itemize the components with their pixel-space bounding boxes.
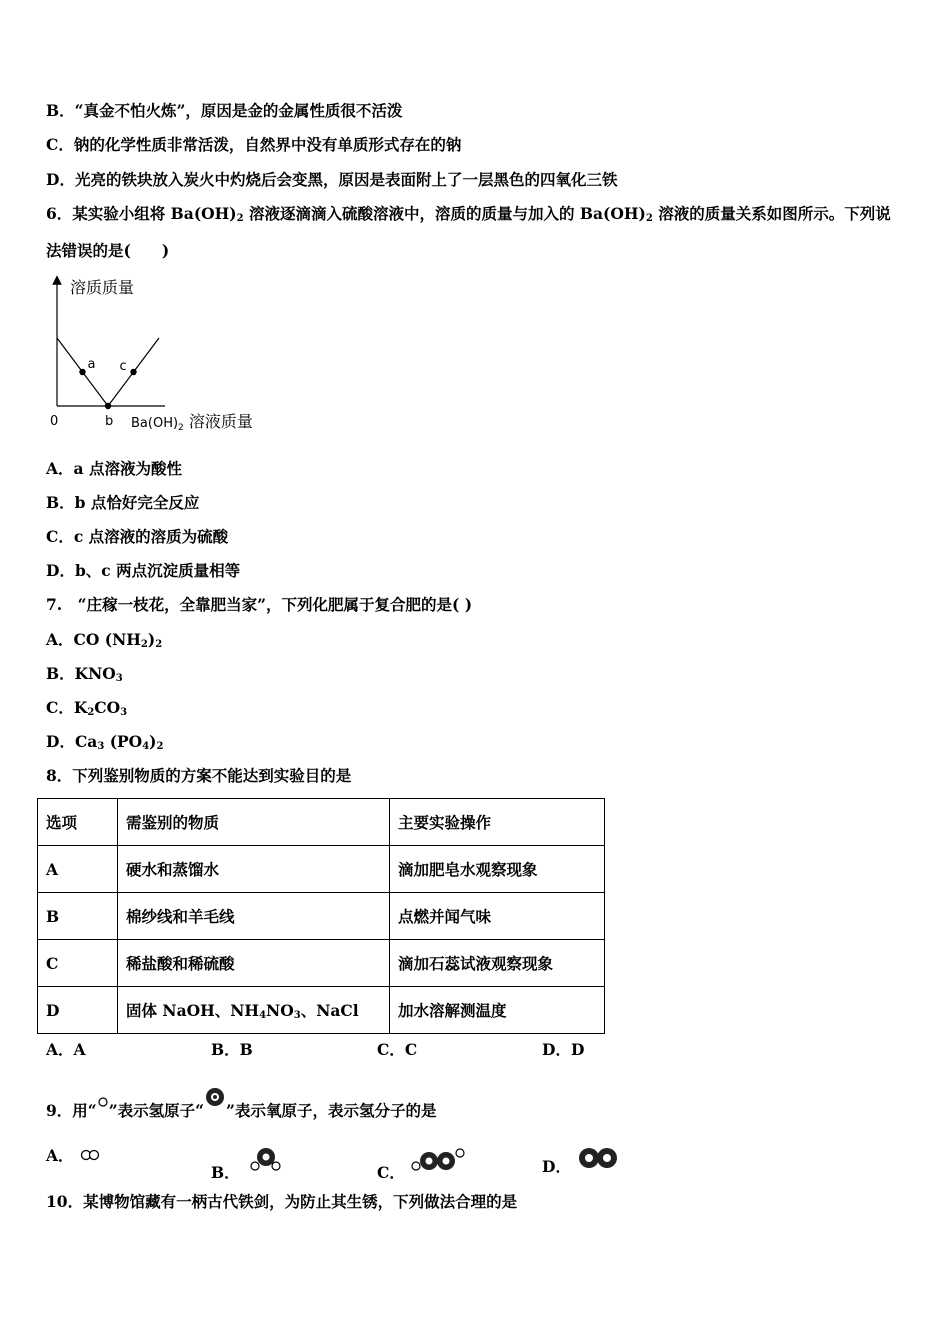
q6-option-d: D．b、c 两点沉淀质量相等 <box>46 561 241 580</box>
q6-stem-sub2: 2 <box>645 213 653 224</box>
q6-stem-sub1: 2 <box>236 213 244 224</box>
q5-option-b: B．“真金不怕火炼”，原因是金的金属性质很不活泼 <box>46 101 403 120</box>
q6-option-b: B．b 点恰好完全反应 <box>46 493 200 512</box>
q9-stem-part1: 9．用“ <box>46 1101 97 1120</box>
q7-option-d <box>46 732 163 757</box>
q7-option-c <box>46 698 127 723</box>
q7-d-sub3: 2 <box>156 741 164 752</box>
q6-stem-line2: 法错误的是( ) <box>46 241 170 260</box>
table-cell <box>118 987 390 1034</box>
q8-stem: 8．下列鉴别物质的方案不能达到实验目的是 <box>46 766 352 785</box>
q7-c-text: C．K <box>46 698 88 717</box>
q5-option-d: D．光亮的铁块放入炭火中灼烧后会变黑，原因是表面附上了一层黑色的四氧化三铁 <box>46 170 618 189</box>
q9-option-c <box>377 1146 470 1183</box>
q7-option-a <box>46 630 162 655</box>
table-row <box>38 893 605 940</box>
q8-answer-d: D．D <box>542 1040 585 1059</box>
q7-c-text2: CO <box>94 698 121 717</box>
q6-option-c: C．c 点溶液的溶质为硫酸 <box>46 527 229 546</box>
row-d-sub: 4 <box>259 1010 267 1021</box>
q9-option-d-label: D． <box>542 1157 571 1176</box>
q9-option-c-label: C． <box>377 1163 405 1182</box>
oxygen-molecule-icon <box>576 1146 620 1170</box>
q6-chart <box>40 270 280 440</box>
table-header-cell: 主要实验操作 <box>390 799 605 846</box>
row-d-sub2: 3 <box>293 1010 301 1021</box>
q9-stem-part3: ”表示氧原子，表示氢分子的是 <box>226 1101 437 1120</box>
table-cell: D <box>38 987 118 1034</box>
data-point-label-a: a <box>87 357 96 372</box>
q8-answer-c: C．C <box>377 1040 418 1059</box>
q9-option-b-label: B． <box>211 1163 240 1182</box>
x-axis-label <box>131 412 253 433</box>
table-cell: C <box>38 940 118 987</box>
oxygen-atom-icon <box>204 1086 226 1108</box>
data-point-b <box>105 403 111 409</box>
q6-option-a: A．a 点溶液为酸性 <box>46 459 182 478</box>
hydrogen-atom-icon <box>97 1096 109 1110</box>
q6-stem-part2: 溶液逐滴滴入硫酸溶液中，溶质的质量与加入的 Ba(OH) <box>243 204 646 223</box>
q6-stem-part1: 6．某实验小组将 Ba(OH) <box>46 204 237 223</box>
origin-label: 0 <box>50 414 59 429</box>
q9-option-d <box>542 1146 620 1177</box>
x-axis-label-sub: 2 <box>178 423 184 433</box>
q7-d-text: D．Ca <box>46 732 98 751</box>
two-hydrogen-atoms-icon <box>79 1148 103 1162</box>
q7-b-sub: 3 <box>115 673 123 684</box>
table-header-cell: 选项 <box>38 799 118 846</box>
q8-table <box>37 798 605 1034</box>
series-line <box>57 338 159 406</box>
table-cell: 稀盐酸和稀硫酸 <box>118 940 390 987</box>
data-point-label-b: b <box>105 414 114 429</box>
q10-stem: 10．某博物馆藏有一柄古代铁剑，为防止其生锈，下列做法合理的是 <box>46 1192 518 1211</box>
q6-stem <box>46 204 891 229</box>
row-d-text: 固体 NaOH、NH <box>126 1001 260 1020</box>
q7-a-sub: 2 <box>140 639 148 650</box>
table-cell: 滴加石蕊试液观察现象 <box>390 940 605 987</box>
q9-stem-part2: ”表示氢原子“ <box>108 1101 205 1120</box>
q8-answer-b: B．B <box>211 1040 253 1059</box>
table-cell: A <box>38 846 118 893</box>
q7-d-sub: 3 <box>97 741 105 752</box>
table-cell: 滴加肥皂水观察现象 <box>390 846 605 893</box>
q7-d-text3: ) <box>149 732 157 751</box>
row-d-text3: 、NaCl <box>300 1001 359 1020</box>
data-point-label-c: c <box>119 359 127 374</box>
row-d-text2: NO <box>266 1001 294 1020</box>
q7-a-text: A．CO (NH <box>46 630 141 649</box>
q7-a-sub2: 2 <box>155 639 163 650</box>
table-header-row <box>38 799 605 846</box>
table-header-cell: 需鉴别的物质 <box>118 799 390 846</box>
q7-option-b <box>46 664 123 689</box>
table-row <box>38 846 605 893</box>
q7-b-text: B．KNO <box>46 664 116 683</box>
q9-option-a <box>46 1146 103 1166</box>
q7-c-sub: 2 <box>87 707 95 718</box>
q7-d-sub2: 4 <box>142 741 150 752</box>
q9-option-a-label: A． <box>46 1146 74 1165</box>
q5-option-c: C．钠的化学性质非常活泼，自然界中没有单质形式存在的钠 <box>46 135 462 154</box>
q7-d-text2: (PO <box>104 732 143 751</box>
table-cell: 棉纱线和羊毛线 <box>118 893 390 940</box>
water-molecule-icon <box>245 1146 285 1174</box>
table-cell: 点燃并闻气味 <box>390 893 605 940</box>
table-cell: 硬水和蒸馏水 <box>118 846 390 893</box>
q9-stem <box>46 1086 436 1121</box>
data-point-a <box>79 369 85 375</box>
y-axis-label: 溶质质量 <box>70 278 135 297</box>
q7-stem: 7. “庄稼一枝花，全靠肥当家”，下列化肥属于复合肥的是( ) <box>46 595 473 614</box>
q9-option-b <box>211 1146 285 1183</box>
data-point-c <box>130 369 136 375</box>
table-cell: 加水溶解测温度 <box>390 987 605 1034</box>
x-axis-label-tail: 溶液质量 <box>183 412 253 431</box>
table-row <box>38 987 605 1034</box>
x-axis-label-main: Ba(OH) <box>131 416 179 431</box>
q7-c-sub2: 3 <box>120 707 128 718</box>
q6-stem-part3: 溶液的质量关系如图所示。下列说 <box>652 204 891 223</box>
table-cell: B <box>38 893 118 940</box>
q8-answer-a: A．A <box>46 1040 86 1059</box>
table-row <box>38 940 605 987</box>
q7-a-text2: ) <box>147 630 156 649</box>
hydrogen-peroxide-molecule-icon <box>410 1146 470 1174</box>
